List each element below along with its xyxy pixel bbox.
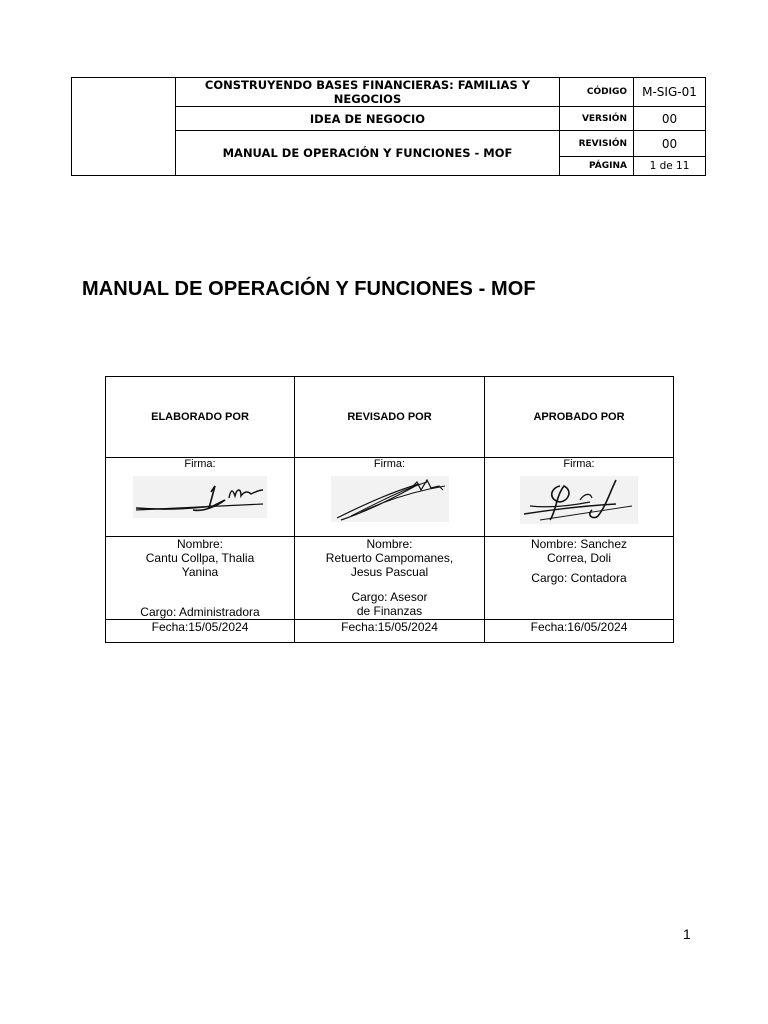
firma-cell-elaborado — [106, 458, 295, 537]
version-label: VERSIÓN — [560, 107, 634, 131]
revision-label: REVISIÓN — [560, 131, 634, 157]
business-idea-title: IDEA DE NEGOCIO — [176, 107, 560, 131]
organization-title: CONSTRUYENDO BASES FINANCIERAS: FAMILIAS Y NEGOCIOS — [176, 78, 560, 107]
manual-title: MANUAL DE OPERACIÓN Y FUNCIONES - MOF — [176, 131, 560, 176]
aprobado-cargo: Cargo: Contadora — [531, 571, 627, 585]
elaborado-cargo: Cargo: Administradora — [140, 605, 260, 619]
aprobado-info — [485, 537, 674, 620]
document-header-table — [71, 77, 706, 176]
revisado-cargo: Cargo: Asesor de Finanzas — [351, 590, 428, 618]
aprobado-por-heading: APROBADO POR — [485, 377, 674, 458]
aprobado-name-line2: Correa, Doli — [546, 551, 612, 565]
signature-aprobado-image — [520, 476, 638, 524]
firma-label: Firma: — [563, 458, 595, 470]
signature-elaborado-image — [133, 476, 267, 518]
nombre-label: Nombre: — [366, 537, 413, 551]
aprobado-name-line1: Nombre: Sanchez — [530, 537, 628, 551]
revisado-name: Retuerto Campomanes, Jesus Pascual — [325, 551, 454, 579]
revisado-por-heading: REVISADO POR — [295, 377, 485, 458]
pagina-label: PÁGINA — [560, 157, 634, 176]
logo-cell — [72, 78, 176, 176]
elaborado-info — [106, 537, 295, 620]
version-value: 00 — [634, 107, 706, 131]
signature-revisado-image — [331, 476, 449, 522]
revisado-info — [295, 537, 485, 620]
firma-label: Firma: — [184, 458, 216, 470]
pagina-value: 1 de 11 — [634, 157, 706, 176]
revision-value: 00 — [634, 131, 706, 157]
revisado-date: Fecha:15/05/2024 — [295, 620, 485, 643]
codigo-label: CÓDIGO — [560, 78, 634, 107]
firma-label: Firma: — [373, 458, 406, 470]
elaborado-por-heading: ELABORADO POR — [106, 377, 295, 458]
codigo-value: M-SIG-01 — [634, 78, 706, 107]
elaborado-date: Fecha:15/05/2024 — [106, 620, 295, 643]
firma-cell-revisado — [295, 458, 485, 537]
elaborado-name: Cantu Collpa, Thalia Yanina — [145, 551, 255, 579]
nombre-label: Nombre: — [176, 537, 223, 551]
document-title: MANUAL DE OPERACIÓN Y FUNCIONES - MOF — [82, 278, 536, 300]
aprobado-date: Fecha:16/05/2024 — [485, 620, 674, 643]
firma-cell-aprobado — [485, 458, 674, 537]
page-number: 1 — [683, 926, 691, 942]
approval-signatures-table — [105, 376, 674, 643]
